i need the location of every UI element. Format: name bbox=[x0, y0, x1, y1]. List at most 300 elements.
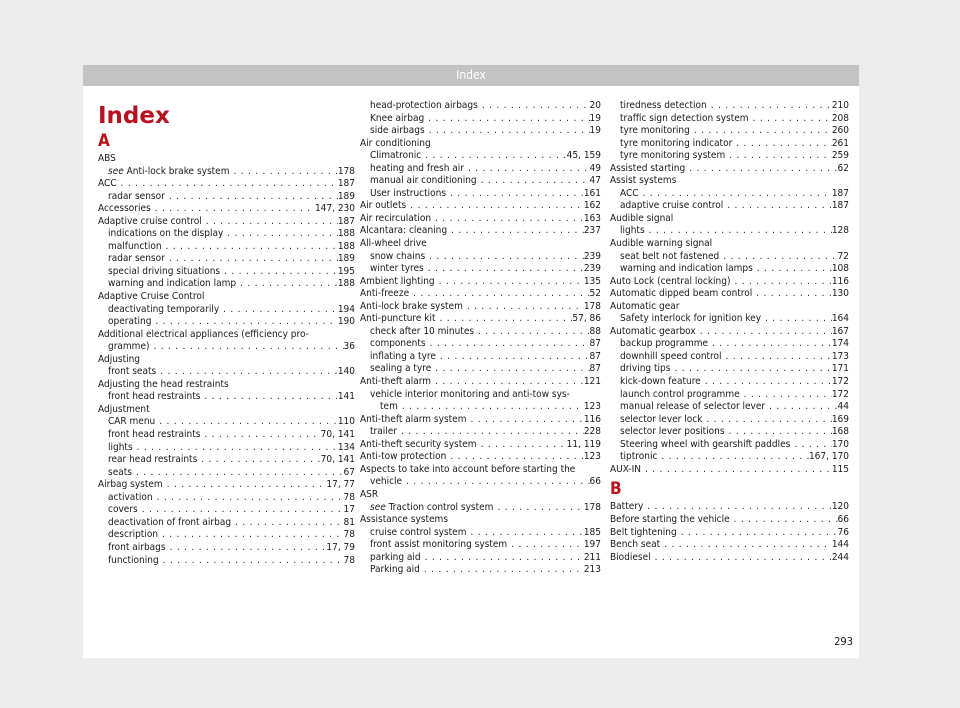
entry-term bbox=[108, 504, 138, 517]
index-entry bbox=[360, 213, 601, 226]
entry-page: 239 bbox=[583, 263, 601, 275]
entry-term bbox=[370, 188, 446, 201]
dot-leader bbox=[166, 542, 327, 555]
index-entry bbox=[360, 376, 601, 389]
entry-text: Knee airbag bbox=[370, 112, 425, 124]
entry-term bbox=[108, 492, 153, 505]
entry-text: Safety interlock for ignition key bbox=[620, 313, 762, 325]
entry-page: 208 bbox=[831, 112, 849, 124]
dot-leader bbox=[133, 442, 338, 455]
entry-page: 189 bbox=[337, 190, 355, 202]
dot-leader bbox=[701, 376, 832, 389]
dot-leader bbox=[165, 191, 338, 204]
dot-leader bbox=[725, 150, 832, 163]
index-entry bbox=[360, 326, 601, 339]
entry-page: 187 bbox=[337, 215, 355, 227]
entry-page: 167, 170 bbox=[808, 451, 849, 463]
entry-text: driving tips bbox=[620, 363, 671, 375]
entry-term bbox=[620, 439, 790, 452]
index-entry bbox=[360, 263, 601, 276]
index-entry bbox=[610, 451, 849, 464]
dot-leader bbox=[436, 351, 590, 364]
index-entry bbox=[98, 555, 355, 568]
entry-text: activation bbox=[108, 491, 153, 503]
entry-term bbox=[620, 426, 725, 439]
entry-page: 168 bbox=[831, 426, 849, 438]
entry-term bbox=[620, 100, 707, 113]
dot-leader bbox=[722, 351, 832, 364]
entry-term bbox=[370, 100, 478, 113]
entry-text: Anti-puncture kit bbox=[360, 313, 436, 325]
entry-text: backup programme bbox=[620, 338, 709, 350]
entry-text: ACC bbox=[620, 187, 639, 199]
entry-term bbox=[620, 351, 722, 364]
entry-text: operating bbox=[108, 316, 152, 328]
entry-text: check after 10 minutes bbox=[370, 325, 475, 337]
dot-leader bbox=[435, 276, 584, 289]
entry-term bbox=[360, 276, 435, 289]
dot-leader bbox=[236, 278, 338, 291]
entry-term bbox=[360, 414, 466, 427]
entry-text: Assisted starting bbox=[610, 162, 686, 174]
index-entry bbox=[98, 517, 355, 530]
index-entry bbox=[610, 338, 849, 351]
index-entry bbox=[98, 542, 355, 555]
index-entry bbox=[360, 313, 601, 326]
dot-leader bbox=[426, 338, 590, 351]
entry-term bbox=[620, 414, 702, 427]
entry-text: winter tyres bbox=[370, 263, 424, 275]
dot-leader bbox=[657, 451, 809, 464]
index-entry bbox=[360, 401, 601, 414]
entry-page: 87 bbox=[589, 350, 601, 362]
index-entry bbox=[610, 439, 849, 452]
entry-text: malfunction bbox=[108, 240, 162, 252]
entry-text: side airbags bbox=[370, 125, 425, 137]
entry-page: 188 bbox=[337, 228, 355, 240]
entry-text: launch control programme bbox=[620, 388, 740, 400]
index-entry bbox=[610, 188, 849, 201]
index-heading: Audible signal bbox=[610, 212, 674, 224]
entry-page: 140 bbox=[337, 366, 355, 378]
index-entry bbox=[98, 191, 355, 204]
entry-page: 44 bbox=[837, 401, 849, 413]
dot-leader bbox=[761, 313, 832, 326]
entry-term bbox=[370, 564, 420, 577]
index-entry bbox=[610, 100, 849, 113]
entry-page: 110 bbox=[337, 416, 355, 428]
dot-leader bbox=[478, 100, 590, 113]
dot-leader bbox=[651, 552, 832, 565]
entry-term bbox=[360, 313, 436, 326]
entry-page: 123 bbox=[583, 451, 601, 463]
index-entry bbox=[610, 288, 849, 301]
entry-text: front seats bbox=[108, 366, 157, 378]
index-entry bbox=[98, 253, 355, 266]
dot-leader bbox=[197, 454, 320, 467]
entry-page: 20 bbox=[589, 100, 601, 111]
entry-term bbox=[108, 241, 162, 254]
entry-text: functioning bbox=[108, 554, 159, 566]
entry-term bbox=[620, 188, 639, 201]
entry-term bbox=[360, 213, 431, 226]
entry-text: kick-down feature bbox=[620, 376, 701, 388]
index-heading: Adjusting bbox=[98, 353, 141, 365]
entry-text: snow chains bbox=[370, 250, 426, 262]
entry-page: 88 bbox=[589, 325, 601, 337]
entry-page: 167 bbox=[831, 325, 849, 337]
index-entry bbox=[360, 200, 601, 213]
entry-text: Anti-theft alarm bbox=[360, 376, 432, 388]
entry-text: Battery bbox=[610, 501, 644, 513]
dot-leader bbox=[138, 504, 344, 517]
entry-text: vehicle bbox=[370, 476, 403, 488]
entry-page: 87 bbox=[589, 338, 601, 350]
entry-page: 81 bbox=[343, 516, 355, 528]
index-column-1 bbox=[98, 102, 355, 567]
entry-text: indications on the display bbox=[108, 228, 224, 240]
entry-text: Parking aid bbox=[370, 564, 420, 576]
index-entry bbox=[610, 138, 849, 151]
dot-leader bbox=[466, 414, 583, 427]
entry-page: 134 bbox=[337, 441, 355, 453]
entry-term bbox=[98, 479, 163, 492]
index-entry bbox=[360, 100, 601, 113]
entry-text: downhill speed control bbox=[620, 350, 722, 362]
entry-term bbox=[108, 542, 166, 555]
dot-leader bbox=[219, 304, 338, 317]
index-entry bbox=[360, 476, 601, 489]
dot-leader bbox=[155, 416, 338, 429]
entry-term bbox=[610, 464, 641, 477]
entry-text: front head restraints bbox=[108, 429, 201, 441]
dot-leader bbox=[732, 138, 832, 151]
index-column-2 bbox=[360, 100, 601, 577]
entry-page: 178 bbox=[583, 300, 601, 312]
entry-page: 260 bbox=[831, 125, 849, 137]
index-heading: All-wheel drive bbox=[360, 238, 427, 250]
entry-page: 189 bbox=[337, 253, 355, 265]
index-entry bbox=[610, 401, 849, 414]
index-entry bbox=[98, 216, 355, 229]
page-header: Index bbox=[83, 65, 859, 86]
entry-page: 121 bbox=[583, 376, 601, 388]
index-entry bbox=[610, 351, 849, 364]
dot-leader bbox=[753, 263, 832, 276]
entry-text: Alcantara: cleaning bbox=[360, 225, 448, 237]
index-entry bbox=[360, 363, 601, 376]
entry-term bbox=[370, 363, 431, 376]
entry-page: 144 bbox=[831, 539, 849, 551]
entry-page: 239 bbox=[583, 250, 601, 262]
entry-page: 187 bbox=[831, 187, 849, 199]
col1-list bbox=[98, 130, 355, 567]
index-entry bbox=[98, 529, 355, 542]
entry-page: 197 bbox=[583, 539, 601, 551]
entry-text: trailer bbox=[370, 426, 397, 438]
index-entry bbox=[360, 113, 601, 126]
entry-text: CAR menu bbox=[108, 416, 156, 428]
dot-leader bbox=[707, 100, 832, 113]
entry-text: lights bbox=[620, 225, 645, 237]
entry-term bbox=[610, 326, 696, 339]
entry-page: 190 bbox=[337, 316, 355, 328]
entry-text: warning and indication lamp bbox=[108, 278, 237, 290]
entry-term bbox=[620, 389, 740, 402]
entry-text: Automatic gearbox bbox=[610, 325, 696, 337]
entry-text: description bbox=[108, 529, 159, 541]
entry-term bbox=[360, 301, 463, 314]
entry-text: traffic sign detection system bbox=[620, 112, 749, 124]
dot-leader bbox=[507, 539, 584, 552]
entry-page: 173 bbox=[831, 350, 849, 362]
index-entry bbox=[360, 188, 601, 201]
index-entry bbox=[610, 276, 849, 289]
index-entry bbox=[360, 439, 601, 452]
entry-term bbox=[108, 278, 236, 291]
entry-term bbox=[108, 467, 132, 480]
dot-leader bbox=[163, 479, 327, 492]
entry-term bbox=[108, 341, 150, 354]
entry-text: manual release of selector lever bbox=[620, 401, 766, 413]
dot-leader bbox=[223, 228, 338, 241]
entry-page: 194 bbox=[337, 303, 355, 315]
entry-page: 141 bbox=[337, 391, 355, 403]
dot-leader bbox=[719, 251, 837, 264]
page-title: Index bbox=[98, 103, 170, 129]
entry-text: special driving situations bbox=[108, 265, 221, 277]
index-heading: Additional electrical appliances (efficiency pro- bbox=[98, 328, 309, 340]
dot-leader bbox=[229, 166, 337, 179]
entry-term bbox=[98, 178, 117, 191]
dot-leader bbox=[406, 200, 584, 213]
entry-page: 17, 79 bbox=[326, 541, 355, 553]
entry-term bbox=[370, 351, 436, 364]
dot-leader bbox=[159, 555, 344, 568]
entry-term bbox=[620, 451, 657, 464]
index-entry bbox=[360, 502, 601, 515]
dot-leader bbox=[156, 366, 338, 379]
entry-term bbox=[370, 552, 421, 565]
index-entry bbox=[98, 504, 355, 517]
entry-term bbox=[610, 527, 677, 540]
entry-page: 52 bbox=[589, 288, 601, 300]
dot-leader bbox=[740, 389, 832, 402]
entry-page: 66 bbox=[589, 476, 601, 488]
dot-leader bbox=[117, 178, 338, 191]
index-entry bbox=[610, 326, 849, 339]
dot-leader bbox=[464, 163, 590, 176]
dot-leader bbox=[446, 188, 584, 201]
entry-page: 47 bbox=[589, 175, 601, 187]
index-entry bbox=[610, 125, 849, 138]
index-heading: Audible warning signal bbox=[610, 238, 713, 250]
entry-text: selector lever positions bbox=[620, 426, 725, 438]
entry-text: Accessories bbox=[98, 203, 151, 215]
dot-leader bbox=[466, 527, 583, 540]
dot-leader bbox=[446, 451, 584, 464]
index-entry bbox=[610, 313, 849, 326]
index-entry bbox=[360, 527, 601, 540]
see-reference: see bbox=[108, 165, 124, 177]
index-entry bbox=[360, 175, 601, 188]
entry-text: manual air conditioning bbox=[370, 175, 477, 187]
entry-page: 187 bbox=[337, 178, 355, 190]
entry-text: Bench seat bbox=[610, 539, 661, 551]
dot-leader bbox=[708, 338, 832, 351]
index-entry bbox=[610, 501, 849, 514]
entry-text: Biodiesel bbox=[610, 551, 651, 563]
entry-page: 116 bbox=[831, 275, 849, 287]
dot-leader bbox=[639, 188, 832, 201]
index-entry bbox=[98, 479, 355, 492]
index-entry bbox=[610, 552, 849, 565]
entry-text: Automatic dipped beam control bbox=[610, 288, 753, 300]
entry-page: 237 bbox=[583, 225, 601, 237]
entry-page: 187 bbox=[831, 200, 849, 212]
entry-term bbox=[360, 200, 406, 213]
entry-text: lights bbox=[108, 441, 133, 453]
entry-term bbox=[108, 166, 229, 179]
entry-term bbox=[370, 263, 424, 276]
see-reference: see bbox=[370, 501, 386, 513]
entry-term bbox=[360, 439, 477, 452]
entry-text: front assist monitoring system bbox=[370, 539, 508, 551]
entry-term bbox=[108, 304, 219, 317]
dot-leader bbox=[477, 175, 590, 188]
dot-leader bbox=[702, 414, 831, 427]
entry-text: inflating a tyre bbox=[370, 350, 436, 362]
entry-term bbox=[108, 316, 151, 329]
entry-page: 210 bbox=[831, 100, 849, 111]
index-heading: Air conditioning bbox=[360, 137, 431, 149]
entry-page: 172 bbox=[831, 388, 849, 400]
dot-leader bbox=[151, 203, 315, 216]
entry-page: 163 bbox=[583, 212, 601, 224]
index-entry bbox=[610, 464, 849, 477]
dot-leader bbox=[231, 517, 343, 530]
index-entry bbox=[360, 414, 601, 427]
entry-page: 115 bbox=[831, 463, 849, 475]
index-column-3 bbox=[610, 100, 849, 564]
section-letter: A bbox=[98, 131, 110, 151]
dot-leader bbox=[424, 263, 584, 276]
entry-page: 108 bbox=[831, 263, 849, 275]
entry-page: 259 bbox=[831, 150, 849, 162]
entry-text: Air recirculation bbox=[360, 212, 432, 224]
entry-page: 130 bbox=[831, 288, 849, 300]
entry-term bbox=[370, 251, 425, 264]
dot-leader bbox=[398, 401, 584, 414]
index-entry bbox=[360, 276, 601, 289]
entry-text: tyre monitoring indicator bbox=[620, 137, 733, 149]
dot-leader bbox=[200, 429, 320, 442]
dot-leader bbox=[749, 113, 832, 126]
entry-term bbox=[620, 138, 732, 151]
index-entry bbox=[610, 163, 849, 176]
entry-page: 178 bbox=[337, 165, 355, 177]
entry-page: 170 bbox=[831, 438, 849, 450]
entry-text: Before starting the vehicle bbox=[610, 513, 730, 525]
entry-term bbox=[370, 539, 507, 552]
entry-term bbox=[108, 391, 200, 404]
page-number: 293 bbox=[834, 635, 853, 648]
entry-term bbox=[620, 263, 753, 276]
dot-leader bbox=[752, 288, 832, 301]
index-entry bbox=[360, 338, 601, 351]
entry-term bbox=[360, 288, 409, 301]
dot-leader bbox=[477, 439, 567, 452]
entry-term bbox=[620, 200, 723, 213]
entry-term bbox=[620, 225, 645, 238]
entry-page: 87 bbox=[589, 363, 601, 375]
entry-term bbox=[370, 150, 421, 163]
entry-term bbox=[620, 376, 701, 389]
entry-page: 161 bbox=[583, 187, 601, 199]
entry-term bbox=[620, 363, 670, 376]
index-entry bbox=[98, 266, 355, 279]
entry-term bbox=[108, 442, 133, 455]
dot-leader bbox=[431, 376, 584, 389]
index-entry bbox=[360, 451, 601, 464]
index-heading: ASR bbox=[360, 488, 379, 500]
entry-term bbox=[620, 251, 719, 264]
index-entry bbox=[360, 163, 601, 176]
entry-page: 17 bbox=[343, 504, 355, 516]
index-entry bbox=[98, 304, 355, 317]
index-heading: Automatic gear bbox=[610, 300, 680, 312]
entry-text: tiptronic bbox=[620, 451, 658, 463]
entry-term bbox=[370, 326, 474, 339]
entry-text: seats bbox=[108, 466, 132, 478]
entry-term bbox=[108, 266, 220, 279]
entry-page: 244 bbox=[831, 551, 849, 563]
entry-page: 185 bbox=[583, 526, 601, 538]
entry-text: heating and fresh air bbox=[370, 162, 464, 174]
dot-leader bbox=[696, 326, 832, 339]
entry-text: parking aid bbox=[370, 551, 421, 563]
entry-text: sealing a tyre bbox=[370, 363, 432, 375]
dot-leader bbox=[425, 251, 584, 264]
entry-text: AUX-IN bbox=[610, 463, 642, 475]
dot-leader bbox=[397, 426, 584, 439]
entry-text: Climatronic bbox=[370, 150, 422, 162]
entry-term bbox=[370, 338, 426, 351]
entry-term bbox=[610, 501, 643, 514]
entry-text: deactivation of front airbag bbox=[108, 516, 232, 528]
dot-leader bbox=[643, 501, 832, 514]
entry-text: selector lever lock bbox=[620, 413, 703, 425]
entry-term bbox=[370, 125, 425, 138]
entry-text: covers bbox=[108, 504, 138, 516]
index-heading: ABS bbox=[98, 153, 116, 164]
entry-text: Anti-theft security system bbox=[360, 438, 477, 450]
entry-text: Anti-lock brake system bbox=[126, 165, 230, 177]
entry-text: tiredness detection bbox=[620, 100, 707, 111]
entry-page: 211 bbox=[583, 551, 601, 563]
index-entry bbox=[98, 467, 355, 480]
entry-term bbox=[620, 313, 761, 326]
entry-text: ACC bbox=[98, 178, 117, 190]
dot-leader bbox=[677, 527, 838, 540]
entry-text: tyre monitoring bbox=[620, 125, 690, 137]
entry-term bbox=[108, 555, 159, 568]
dot-leader bbox=[409, 288, 589, 301]
index-entry bbox=[610, 263, 849, 276]
entry-term bbox=[108, 529, 158, 542]
index-entry bbox=[98, 278, 355, 291]
entry-term bbox=[108, 228, 223, 241]
